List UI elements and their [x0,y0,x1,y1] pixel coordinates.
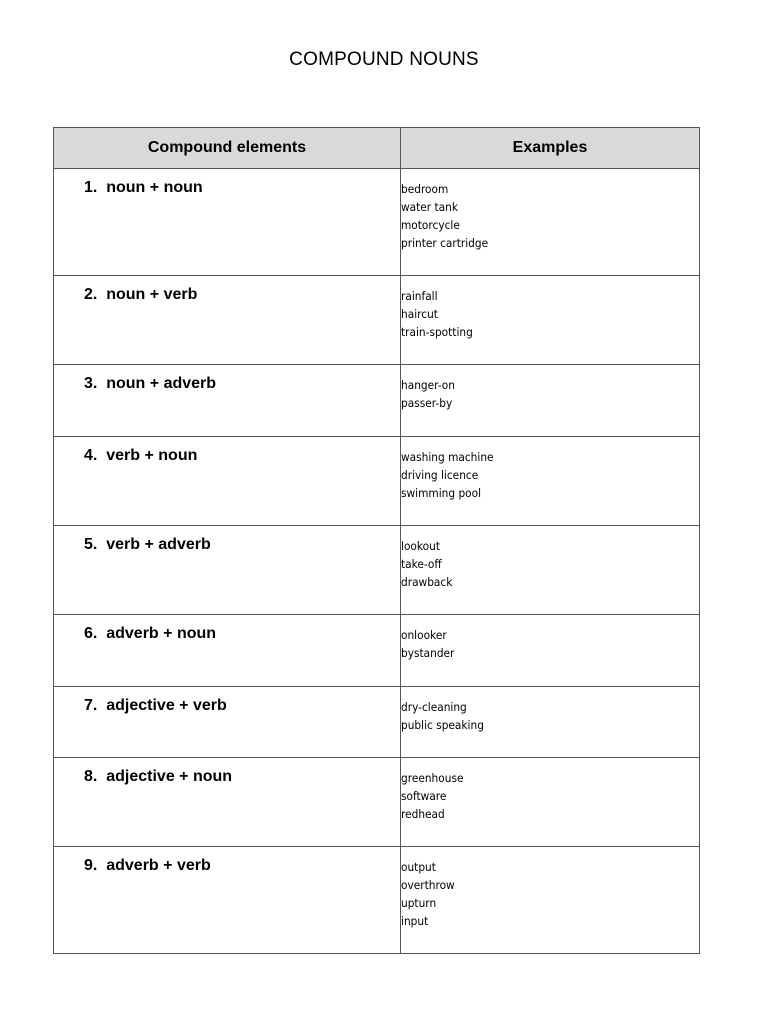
examples-list [401,437,699,502]
compound-element-cell [54,758,401,847]
examples-cell [401,758,700,847]
header-compound-elements: Compound elements [54,128,401,169]
compound-element-cell [54,615,401,687]
examples-list [401,526,699,591]
table-row [54,847,700,954]
example-item: bystander [401,646,455,660]
compound-element-label: 6. adverb + noun [84,625,217,642]
example-item: software [401,789,447,803]
table-row [54,615,700,687]
examples-cell [401,526,700,615]
example-item: water tank [401,200,458,214]
examples-cell [401,847,700,954]
example-item: driving licence [401,468,479,482]
compound-element-label: 1. noun + noun [84,179,203,196]
example-item: greenhouse [401,771,464,785]
compound-element-label: 3. noun + adverb [84,375,217,392]
examples-list [401,169,699,252]
page-title: COMPOUND NOUNS [289,49,479,70]
examples-cell [401,365,700,437]
examples-cell [401,276,700,365]
compound-element-cell [54,437,401,526]
table-row [54,169,700,276]
example-item: public speaking [401,718,484,732]
examples-list [401,758,699,823]
table-row [54,437,700,526]
example-item: haircut [401,307,438,321]
example-item: output [401,860,436,874]
example-item: swimming pool [401,486,482,500]
example-item: rainfall [401,289,438,303]
compound-element-label: 5. verb + adverb [84,536,211,553]
examples-cell [401,687,700,758]
compound-element-cell [54,526,401,615]
example-item: drawback [401,575,453,589]
examples-list [401,615,699,662]
examples-cell [401,615,700,687]
table-row [54,526,700,615]
compound-element-cell [54,687,401,758]
compound-element-cell [54,847,401,954]
table-row [54,276,700,365]
example-item: printer cartridge [401,236,489,250]
example-item: train-spotting [401,325,473,339]
example-item: onlooker [401,628,447,642]
example-item: input [401,914,429,928]
header-examples: Examples [401,128,700,169]
table-row [54,365,700,437]
example-item: hanger-on [401,378,455,392]
examples-cell [401,169,700,276]
compound-element-label: 4. verb + noun [84,447,198,464]
table-header-row [54,128,700,169]
example-item: take-off [401,557,442,571]
compound-element-cell [54,365,401,437]
compound-element-label: 9. adverb + verb [84,857,211,874]
examples-list [401,847,699,930]
example-item: washing machine [401,450,494,464]
compound-element-label: 2. noun + verb [84,286,198,303]
table-row [54,758,700,847]
example-item: redhead [401,807,445,821]
example-item: overthrow [401,878,455,892]
example-item: passer-by [401,396,453,410]
examples-list [401,276,699,341]
example-item: bedroom [401,182,449,196]
example-item: upturn [401,896,437,910]
compound-element-label: 7. adjective + verb [84,697,227,714]
examples-list [401,687,699,734]
table-body [54,169,700,954]
compound-nouns-table [53,127,700,954]
example-item: lookout [401,539,440,553]
example-item: motorcycle [401,218,460,232]
examples-cell [401,437,700,526]
compound-element-label: 8. adjective + noun [84,768,233,785]
table-row [54,687,700,758]
compound-element-cell [54,169,401,276]
examples-list [401,365,699,412]
compound-element-cell [54,276,401,365]
example-item: dry-cleaning [401,700,467,714]
